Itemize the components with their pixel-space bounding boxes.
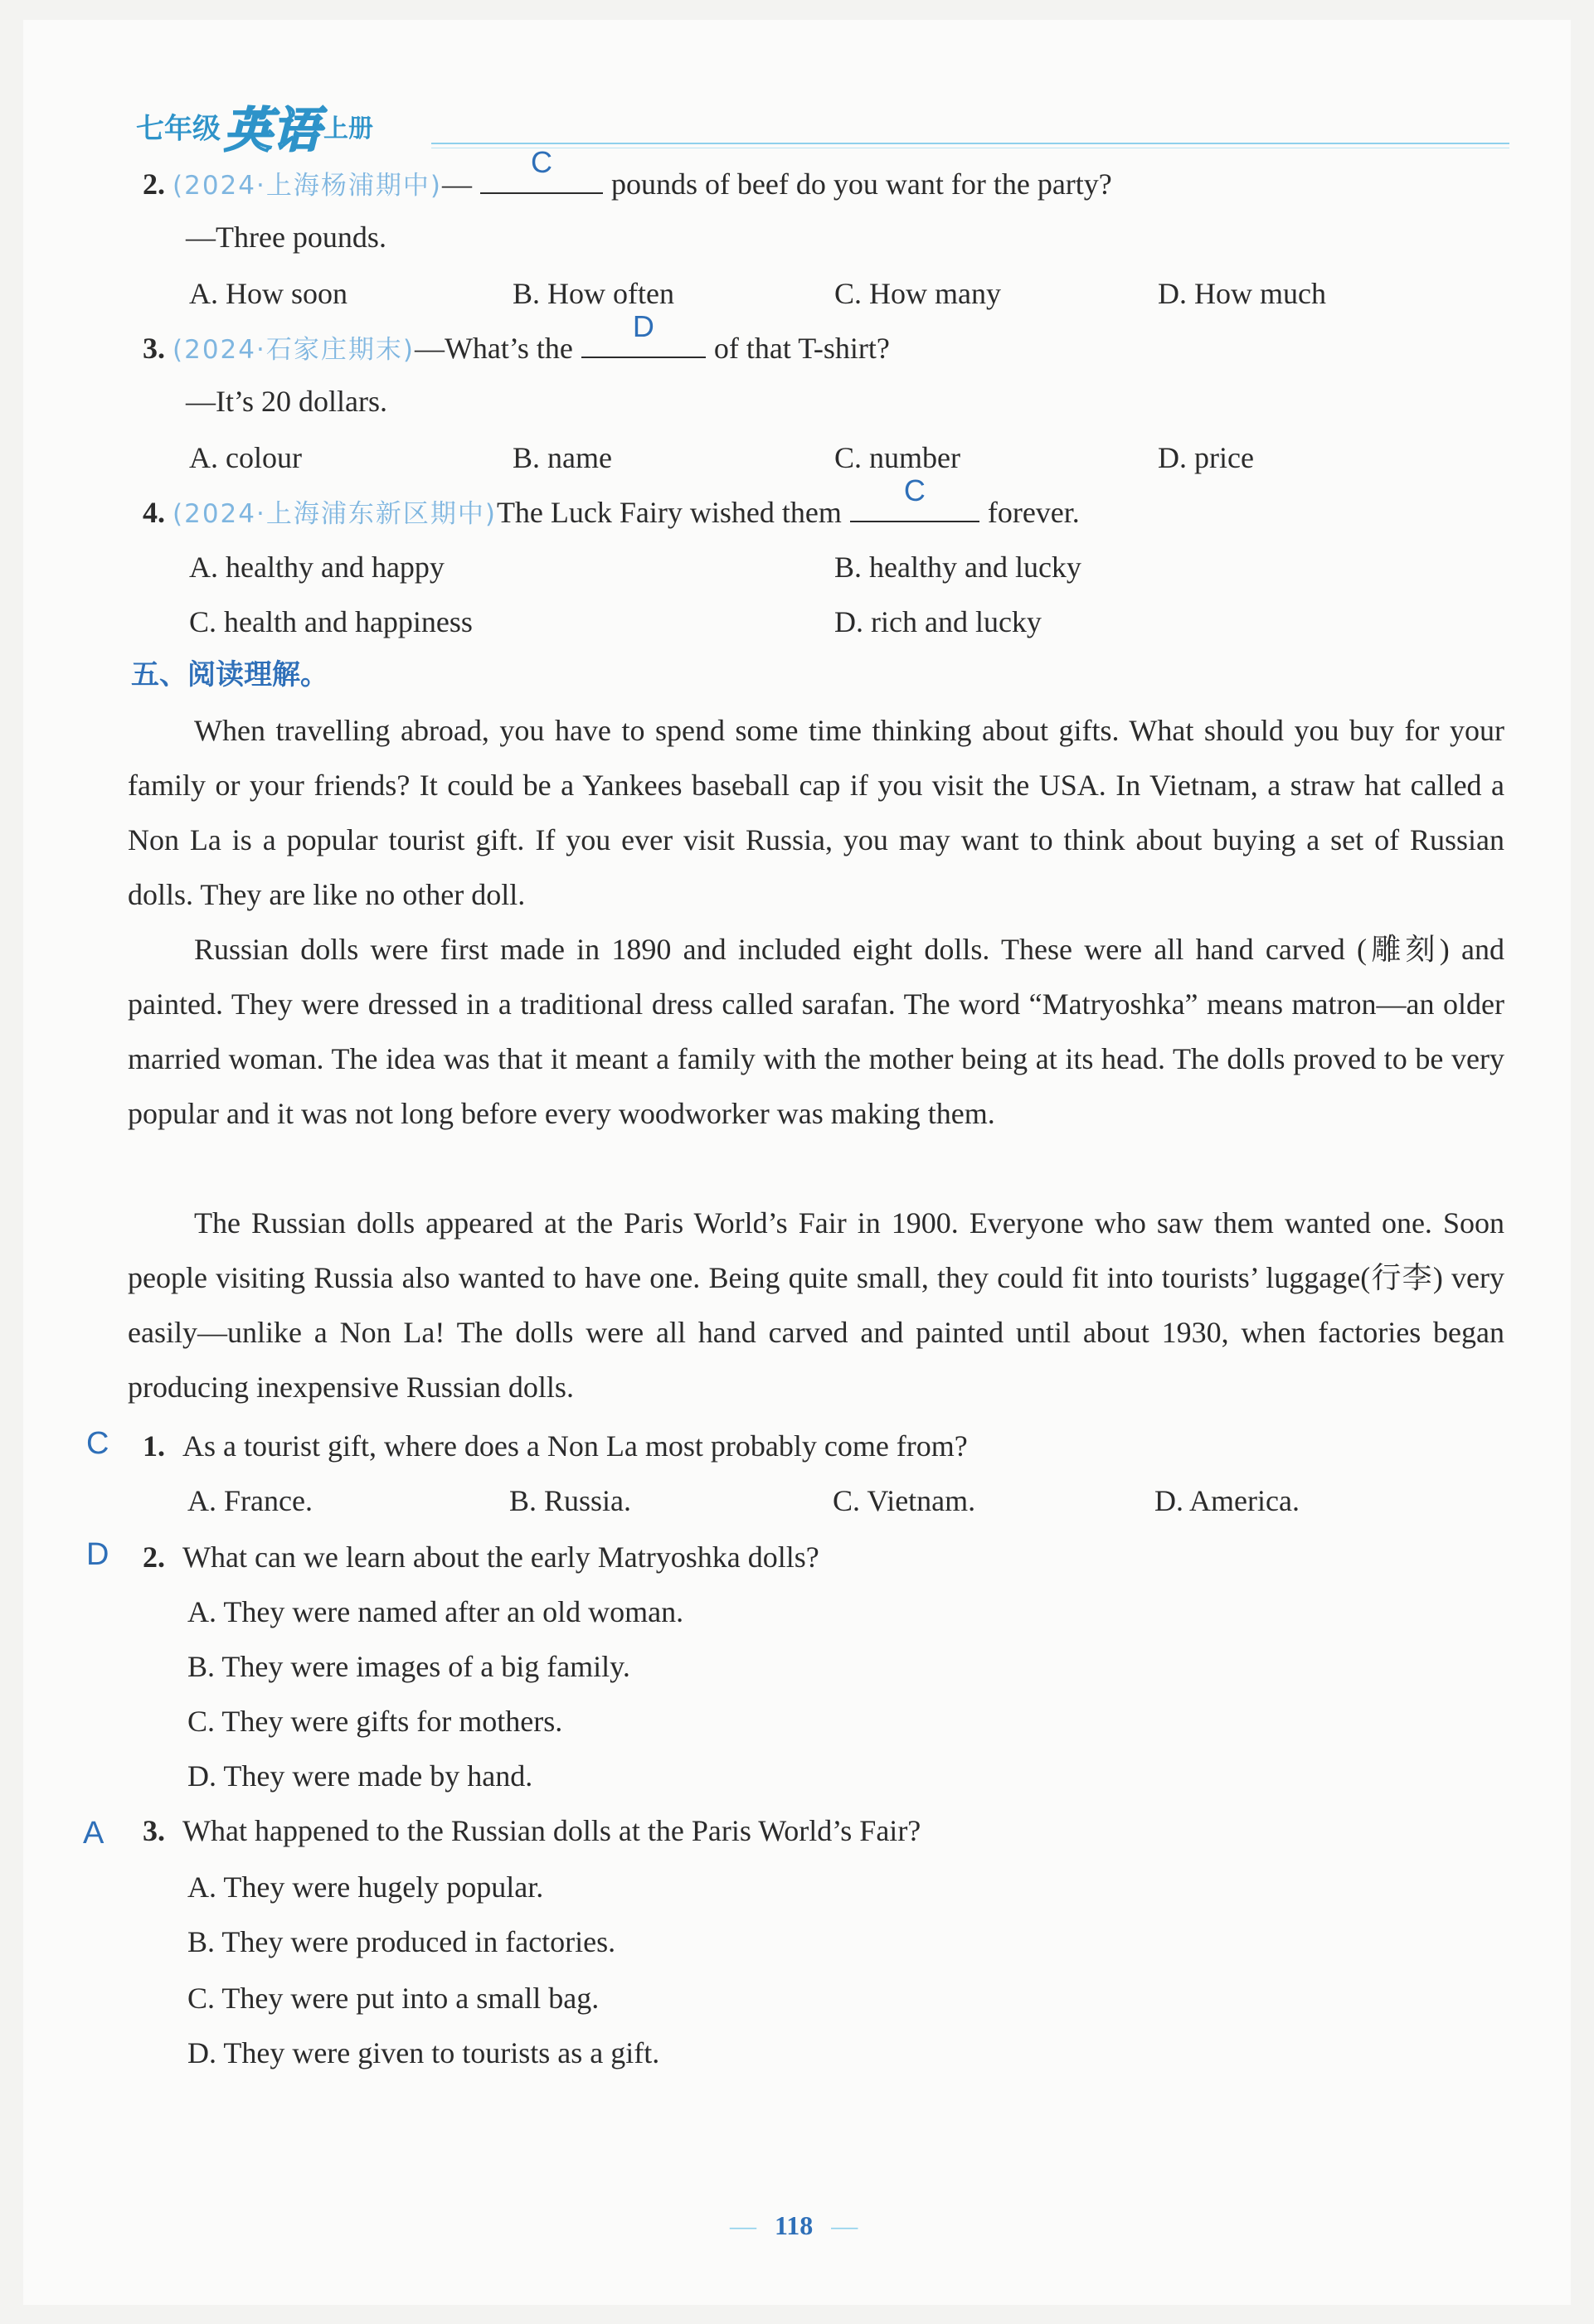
question-2-reply: —Three pounds. — [186, 221, 386, 254]
passage-paragraph-1: When travelling abroad, you have to spend some time thinking about gifts. What should you buy for your family or your friends? It could be a Yankees baseball cap if you visit the USA. In Vietnam, a straw hat called a Non La is a popular tourist gift. If you ever visit Russia, you may want to think about buying a set of Russian dolls. They are like no other doll. — [128, 714, 1504, 911]
footer-dash: — — [730, 2210, 756, 2240]
question-source: (2024·上海杨浦期中) — [173, 171, 442, 201]
header-grade: 七年级 — [136, 112, 221, 146]
question-text: pounds of beef do you want for the party? — [610, 167, 1112, 201]
option-a: A. They were hugely popular. — [187, 1870, 544, 1904]
reading-question-1 — [143, 1428, 968, 1464]
option-c: C. health and happiness — [189, 605, 473, 638]
question-text: What happened to the Russian dolls at the Paris World’s Fair? — [182, 1814, 921, 1847]
passage-paragraph-3: The Russian dolls appeared at the Paris World’s Fair in 1900. Everyone who saw them wanted one. Soon people visiting Russia also wanted to have one. Being quite small, they could fit into tourists’ luggage(行李) very easily—unlike a Non La! The dolls were all hand carved and painted until about 1930, when factories began producing inexpensive Russian dolls. — [128, 1206, 1504, 1404]
answer-blank — [581, 309, 706, 358]
page-footer — [730, 2209, 858, 2242]
option-a: A. colour — [189, 441, 302, 474]
header-subject: 英语 — [224, 102, 321, 158]
answer-mark: C — [530, 145, 552, 179]
question-3 — [143, 309, 890, 368]
question-4 — [143, 473, 1080, 532]
option-b: B. How often — [513, 277, 674, 310]
question-number: 4. — [143, 496, 165, 529]
option-c: C. Vietnam. — [833, 1484, 976, 1517]
question-3-reply: —It’s 20 dollars. — [186, 385, 387, 418]
page-header — [136, 91, 374, 158]
question-number: 3. — [143, 1814, 165, 1847]
reading-question-2 — [143, 1539, 819, 1575]
question-text: The Luck Fairy wished them — [496, 496, 842, 529]
option-b: B. Russia. — [509, 1484, 632, 1517]
option-d: D. price — [1158, 441, 1254, 474]
option-c: C. They were gifts for mothers. — [187, 1705, 563, 1738]
question-number: 2. — [143, 1540, 165, 1574]
question-source: (2024·上海浦东新区期中) — [173, 499, 497, 529]
option-b: B. name — [513, 441, 612, 474]
answer-mark: D — [632, 309, 654, 343]
question-source: (2024·石家庄期末) — [173, 335, 415, 365]
option-b: B. They were images of a big family. — [187, 1650, 630, 1683]
answer-mark: C — [903, 473, 926, 507]
option-a: A. They were named after an old woman. — [187, 1595, 684, 1628]
question-2 — [143, 145, 1112, 204]
question-text: —What’s the — [414, 332, 573, 365]
header-volume: 上册 — [323, 114, 374, 143]
option-b: B. They were produced in factories. — [187, 1925, 616, 1958]
option-a: A. How soon — [189, 277, 348, 310]
reading-question-3 — [143, 1812, 921, 1849]
answer-mark: A — [83, 1816, 104, 1851]
answer-blank — [850, 473, 979, 522]
question-text: As a tourist gift, where does a Non La most probably come from? — [182, 1429, 968, 1463]
option-a: A. healthy and happy — [189, 551, 445, 584]
question-number: 3. — [143, 332, 165, 365]
question-text: forever. — [987, 496, 1080, 529]
option-a: A. France. — [187, 1484, 313, 1517]
page-number: 118 — [775, 2210, 814, 2240]
question-text: of that T-shirt? — [713, 332, 890, 365]
section-title: 五、阅读理解。 — [131, 658, 328, 691]
option-d: D. They were given to tourists as a gift. — [187, 2036, 660, 2069]
footer-dash: — — [831, 2210, 858, 2240]
option-d: D. They were made by hand. — [187, 1759, 533, 1793]
option-c: C. They were put into a small bag. — [187, 1982, 600, 2015]
answer-mark: D — [86, 1537, 109, 1572]
option-b: B. healthy and lucky — [834, 551, 1081, 584]
option-d: D. rich and lucky — [834, 605, 1042, 638]
passage-paragraph-2: Russian dolls were first made in 1890 and included eight dolls. These were all hand carved (雕刻) and painted. They were dressed in a traditional dress called sarafan. The word “Matryoshka” means matron—an older married woman. The idea was that it meant a family with the mother being at its head. The dolls proved to be very popular and it was not long before every woodworker was making them. — [128, 933, 1504, 1130]
answer-mark: C — [86, 1426, 109, 1461]
option-c: C. How many — [834, 277, 1001, 310]
answer-blank — [480, 145, 603, 194]
option-d: D. America. — [1154, 1484, 1300, 1517]
question-text: What can we learn about the early Matryoshka dolls? — [182, 1540, 819, 1574]
option-d: D. How much — [1158, 277, 1326, 310]
question-text: — — [441, 167, 472, 201]
question-number: 1. — [143, 1429, 165, 1463]
option-c: C. number — [834, 441, 960, 474]
question-number: 2. — [143, 167, 165, 201]
